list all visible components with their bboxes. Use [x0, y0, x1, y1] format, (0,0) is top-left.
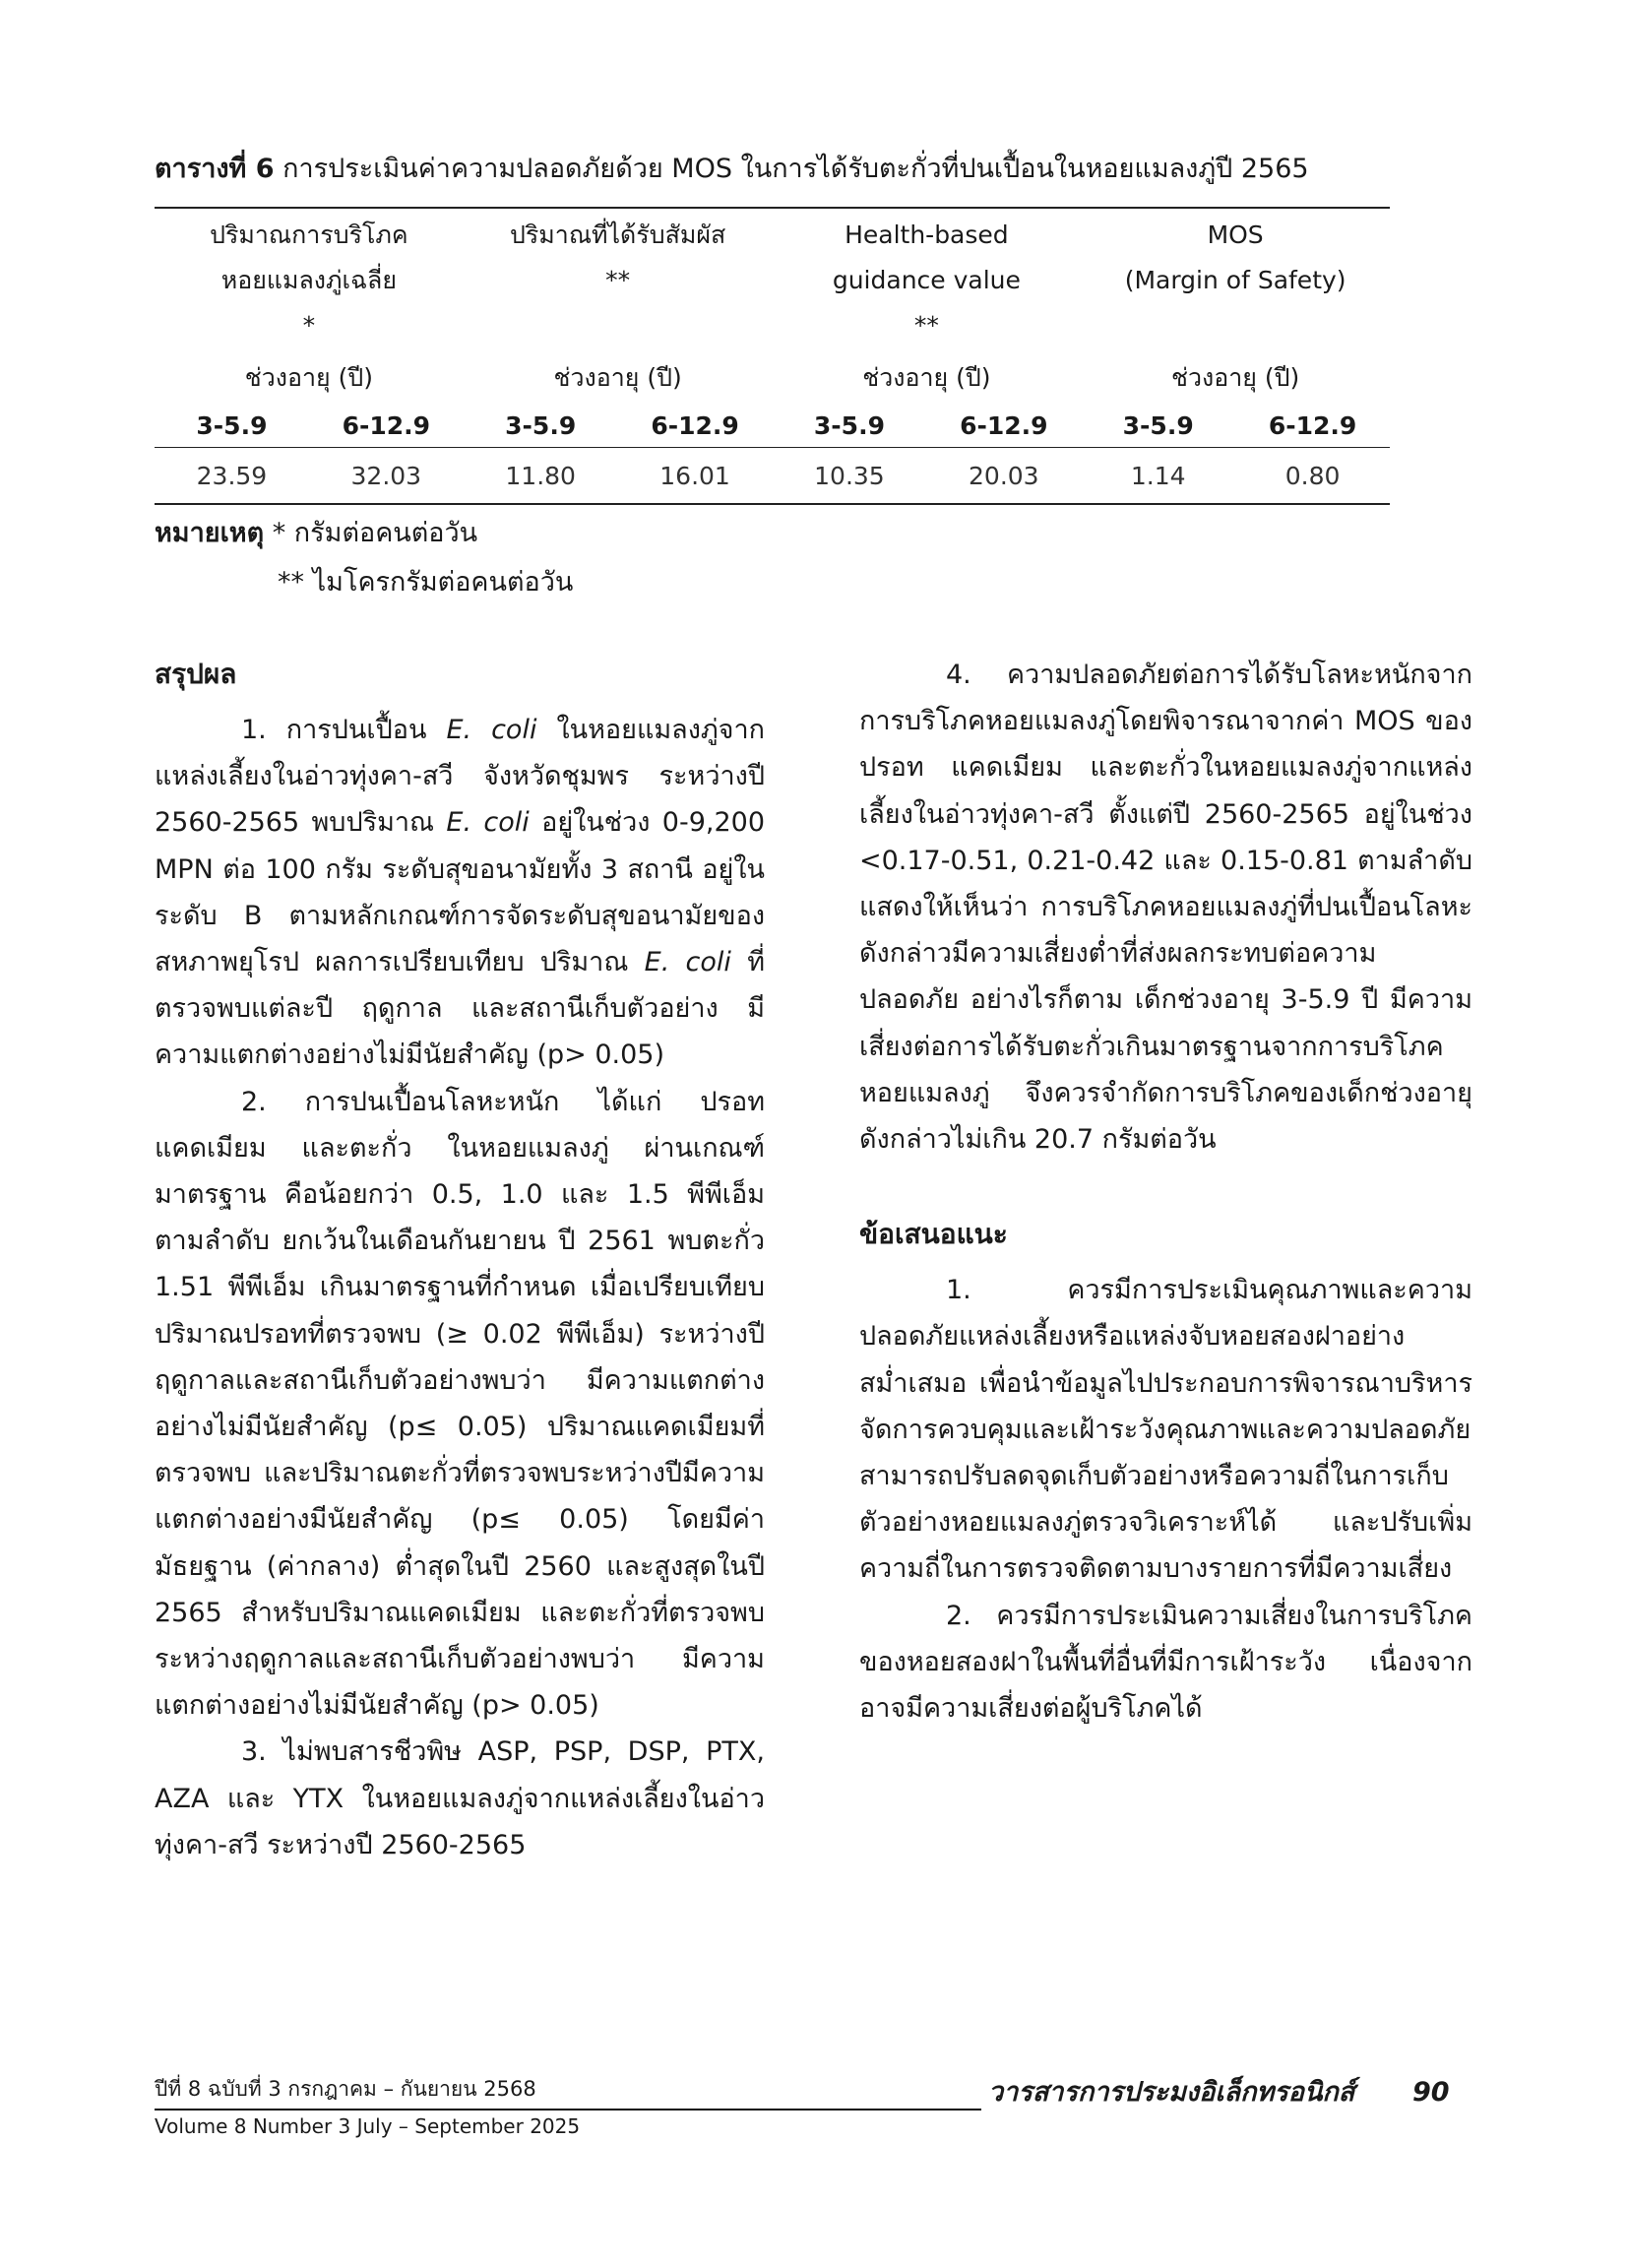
note-line1-text: * กรัมต่อคนต่อวัน	[264, 518, 478, 548]
note-line-2: ** ไมโครกรัมต่อคนต่อวัน	[278, 567, 574, 598]
header-hbgv-line3: **	[913, 311, 939, 340]
header-exposure-line2: **	[605, 266, 631, 294]
table-cell: 1.14	[1081, 448, 1235, 505]
table-cell: 0.80	[1235, 448, 1390, 505]
section-gap	[859, 1163, 1472, 1212]
age-range: 3-5.9	[155, 404, 309, 448]
conclusion-paragraph-3: 3. ไม่พบสารชีวพิษ ASP, PSP, DSP, PTX, AZA และ YTX ในหอยแมลงภู่จากแหล่งเลี้ยงในอ่าวทุ่งคา-สวี ระหว่างปี 2560-2565	[155, 1736, 765, 1860]
header-consumption-line1: ปริมาณการบริโภค	[210, 220, 408, 249]
table-cell: 20.03	[926, 448, 1081, 505]
header-consumption	[155, 207, 464, 352]
left-column	[155, 652, 765, 1868]
page-number: 90	[1412, 2077, 1450, 2108]
header-consumption-line2: หอยแมลงภู่เฉลี่ย	[220, 266, 398, 294]
suggestion-paragraph-2: 2. ควรมีการประเมินความเสี่ยงในการบริโภคของหอยสองฝาในพื้นที่อื่นที่มีการเฝ้าระวัง เนื่องจากอาจมีความเสี่ยงต่อผู้บริโภคได้	[859, 1600, 1472, 1725]
table-cell: 10.35	[773, 448, 927, 505]
table-row	[155, 448, 1390, 505]
mos-table	[155, 207, 1390, 505]
header-hbgv	[773, 207, 1082, 352]
header-consumption-line3: *	[302, 311, 316, 340]
table-caption-label: ตารางที่ 6	[155, 154, 275, 184]
note-label: หมายเหตุ	[155, 518, 265, 548]
age-label: ช่วงอายุ (ปี)	[862, 363, 991, 392]
header-mos-line2: (Margin of Safety)	[1124, 266, 1346, 294]
age-range: 6-12.9	[309, 404, 464, 448]
note-line-1	[155, 509, 573, 558]
conclusion-heading: สรุปผล	[155, 658, 237, 690]
age-range: 6-12.9	[926, 404, 1081, 448]
conclusion-paragraph-1	[155, 707, 765, 1079]
table-cell: 11.80	[464, 448, 618, 505]
header-hbgv-line2: guidance value	[832, 266, 1021, 294]
table-note	[155, 509, 573, 607]
table-cell: 32.03	[309, 448, 464, 505]
p1-ecoli: E. coli	[446, 807, 530, 839]
suggestion-heading: ข้อเสนอแนะ	[859, 1218, 1008, 1251]
age-label: ช่วงอายุ (ปี)	[244, 363, 373, 392]
age-range: 3-5.9	[773, 404, 927, 448]
age-range: 3-5.9	[1081, 404, 1235, 448]
age-label: ช่วงอายุ (ปี)	[1171, 363, 1300, 392]
header-mos-line1: MOS	[1207, 220, 1264, 249]
suggestion-paragraph-1: 1. ควรมีการประเมินคุณภาพและความปลอดภัยแหล่งเลี้ยงหรือแหล่งจับหอยสองฝาอย่างสม่ำเสมอ เพื่อนำข้อมูลไปประกอบการพิจารณาบริหารจัดการควบคุมและเฝ้าระวังคุณภาพและความปลอดภัย สามารถปรับลดจุดเก็บตัวอย่างหรือความถี่ในการเก็บตัวอย่างหอยแมลงภู่ตรวจวิเคราะห์ได้ และปรับเพิ่มความถี่ในการตรวจติดตามบางรายการที่มีความเสี่ยง	[859, 1275, 1472, 1585]
header-hbgv-line1: Health-based	[845, 220, 1009, 249]
p1-text-b: ในหอยแมลงภู่จากแหล่งเลี้ยงในอ่าวทุ่งคา-สวี จังหวัดชุมพร ระหว่างปี 2560-2565 พบปริมาณ	[155, 715, 766, 839]
age-range: 6-12.9	[618, 404, 773, 448]
age-range: 3-5.9	[464, 404, 618, 448]
footer-rule	[155, 2109, 981, 2110]
conclusion-paragraph-2: 2. การปนเปื้อนโลหะหนัก ได้แก่ ปรอท แคดเมียม และตะกั่ว ในหอยแมลงภู่ ผ่านเกณฑ์มาตรฐาน คือน้อยกว่า 0.5, 1.0 และ 1.5 พีพีเอ็ม ตามลำดับ ยกเว้นในเดือนกันยายน ปี 2561 พบตะกั่ว 1.51 พีพีเอ็ม เกินมาตรฐานที่กำหนด เมื่อเปรียบเทียบปริมาณปรอทที่ตรวจพบ (≥ 0.02 พีพีเอ็ม) ระหว่างปี ฤดูกาลและสถานีเก็บตัวอย่างพบว่า มีความแตกต่างอย่างไม่มีนัยสำคัญ (p≤ 0.05) ปริมาณแคดเมียมที่ตรวจพบ และปริมาณตะกั่วที่ตรวจพบระหว่างปีมีความแตกต่างอย่างมีนัยสำคัญ (p≤ 0.05) โดยมีค่ามัธยฐาน (ค่ากลาง) ต่ำสุดในปี 2560 และสูงสุดในปี 2565 สำหรับปริมาณแคดเมียม และตะกั่วที่ตรวจพบระหว่างฤดูกาลและสถานีเก็บตัวอย่างพบว่า มีความแตกต่างอย่างไม่มีนัยสำคัญ (p> 0.05)	[155, 1086, 765, 1722]
age-label: ช่วงอายุ (ปี)	[553, 363, 682, 392]
conclusion-paragraph-4: 4. ความปลอดภัยต่อการได้รับโลหะหนักจากการบริโภคหอยแมลงภู่โดยพิจารณาจากค่า MOS ของ ปรอท แคดเมียม และตะกั่วในหอยแมลงภู่จากแหล่งเลี้ยงในอ่าวทุ่งคา-สวี ตั้งแต่ปี 2560-2565 อยู่ในช่วง <0.17-0.51, 0.21-0.42 และ 0.15-0.81 ตามลำดับ แสดงให้เห็นว่า การบริโภคหอยแมลงภู่ที่ปนเปื้อนโลหะดังกล่าวมีความเสี่ยงต่ำที่ส่งผลกระทบต่อความปลอดภัย อย่างไรก็ตาม เด็กช่วงอายุ 3-5.9 ปี มีความเสี่ยงต่อการได้รับตะกั่วเกินมาตรฐานจากการบริโภคหอยแมลงภู่ จึงควรจำกัดการบริโภคของเด็กช่วงอายุดังกล่าวไม่เกิน 20.7 กรัมต่อวัน	[859, 660, 1472, 1156]
journal-name: วารสารการประมงอิเล็กทรอนิกส์	[988, 2077, 1355, 2108]
footer-issue-english: Volume 8 Number 3 July – September 2025	[155, 2114, 581, 2138]
header-mos	[1081, 207, 1390, 352]
header-exposure	[464, 207, 773, 352]
table-caption-text: การประเมินค่าความปลอดภัยด้วย MOS ในการได้รับตะกั่วที่ปนเปื้อนในหอยแมลงภู่ปี 2565	[274, 154, 1309, 184]
header-exposure-line1: ปริมาณที่ได้รับสัมผัส	[510, 220, 726, 249]
table-caption	[155, 150, 1395, 189]
age-range: 6-12.9	[1235, 404, 1390, 448]
table-cell: 23.59	[155, 448, 309, 505]
right-column	[859, 652, 1472, 1732]
footer-issue-thai: ปีที่ 8 ฉบับที่ 3 กรกฎาคม – กันยายน 2568	[155, 2077, 536, 2101]
p1-ecoli: E. coli	[644, 947, 731, 978]
p1-text-d: ที่ตรวจพบแต่ละปี ฤดูกาล และสถานีเก็บตัวอย่าง มีความแตกต่างอย่างไม่มีนัยสำคัญ (p> 0.05)	[155, 947, 765, 1071]
p1-ecoli: E. coli	[446, 715, 537, 745]
p1-text-c: อยู่ในช่วง 0-9,200 MPN ต่อ 100 กรัม ระดับสุขอนามัยทั้ง 3 สถานี อยู่ในระดับ B ตามหลักเกณฑ์การจัดระดับสุขอนามัยของสหภาพยุโรป ผลการเปรียบเทียบ ปริมาณ	[155, 807, 765, 978]
p1-text-a: 1. การปนเปื้อน	[241, 715, 447, 745]
table-cell: 16.01	[618, 448, 773, 505]
